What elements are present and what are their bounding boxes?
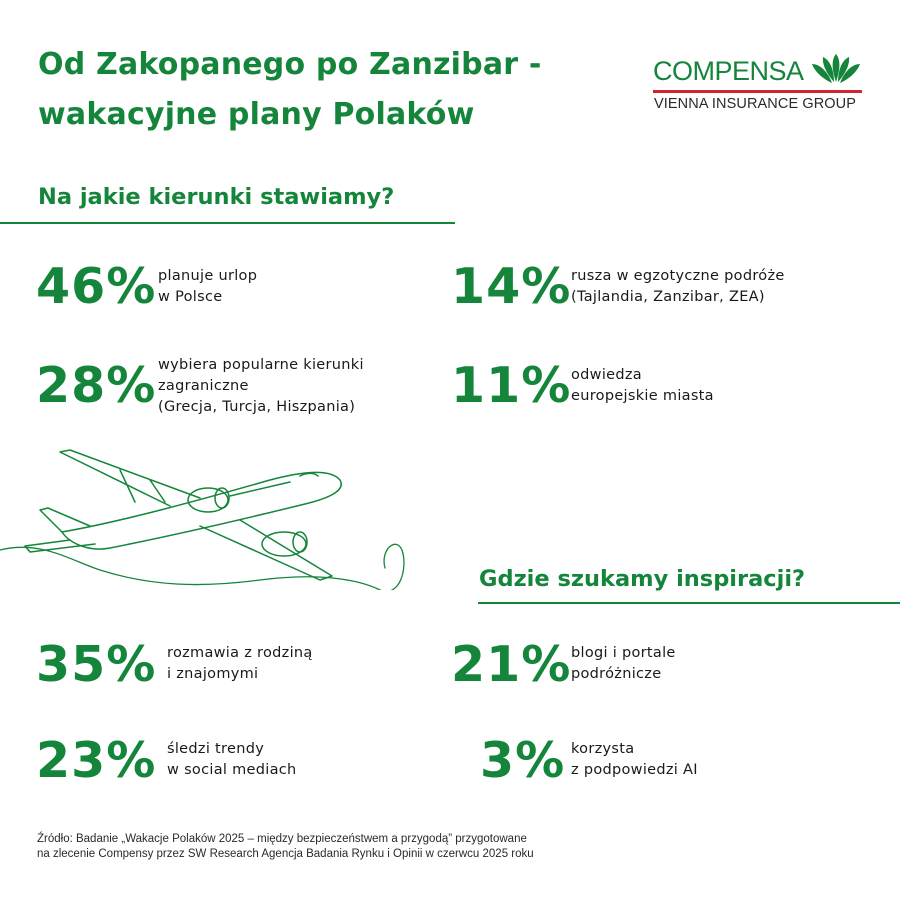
stat-percent: 35% [36,636,157,693]
stat-percent: 21% [451,636,572,693]
section-heading-inspiration: Gdzie szukamy inspiracji? [479,566,806,592]
section-rule-inspiration [478,602,900,604]
airplane-icon [0,440,420,590]
section-heading-directions: Na jakie kierunki stawiamy? [38,184,395,210]
stat-percent: 11% [451,357,572,414]
stat-description: planuje urlop w Polsce [158,268,258,305]
page-title-line-1: Od Zakopanego po Zanzibar - [38,47,542,82]
logo-red-line [653,90,862,93]
stat-description: śledzi trendy w social mediach [167,741,297,778]
logo-wordmark: COMPENSA [653,56,804,86]
logo-group-name: VIENNA INSURANCE GROUP [654,96,857,112]
section-rule-directions [0,222,455,224]
page-title [38,40,618,140]
stat-description: wybiera popularne kierunki zagraniczne (Grecja, Turcja, Hiszpania) [158,357,364,415]
stat-description: rusza w egzotyczne podróże (Tajlandia, Zanzibar, ZEA) [571,268,785,305]
page-title-line-2: wakacyjne plany Polaków [38,97,475,132]
compensa-logo [653,52,868,122]
stat-description: odwiedza europejskie miasta [571,367,714,404]
stat-description: korzysta z podpowiedzi AI [571,741,698,778]
stat-description: rozmawia z rodziną i znajomymi [167,645,313,682]
stat-percent: 23% [36,732,157,789]
stat-percent: 28% [36,357,157,414]
source-note: Źródło: Badanie „Wakacje Polaków 2025 – między bezpieczeństwem a przygodą” przygotowane na zlecenie Compensy przez SW Research Agencja Badania Rynku i Opinii w czerwcu 2025 roku [37,833,534,860]
stat-percent: 14% [451,258,572,315]
stat-percent: 3% [480,732,566,789]
stat-percent: 46% [36,258,157,315]
shell-fan-icon [809,52,863,86]
stat-description: blogi i portale podróżnicze [571,645,676,682]
